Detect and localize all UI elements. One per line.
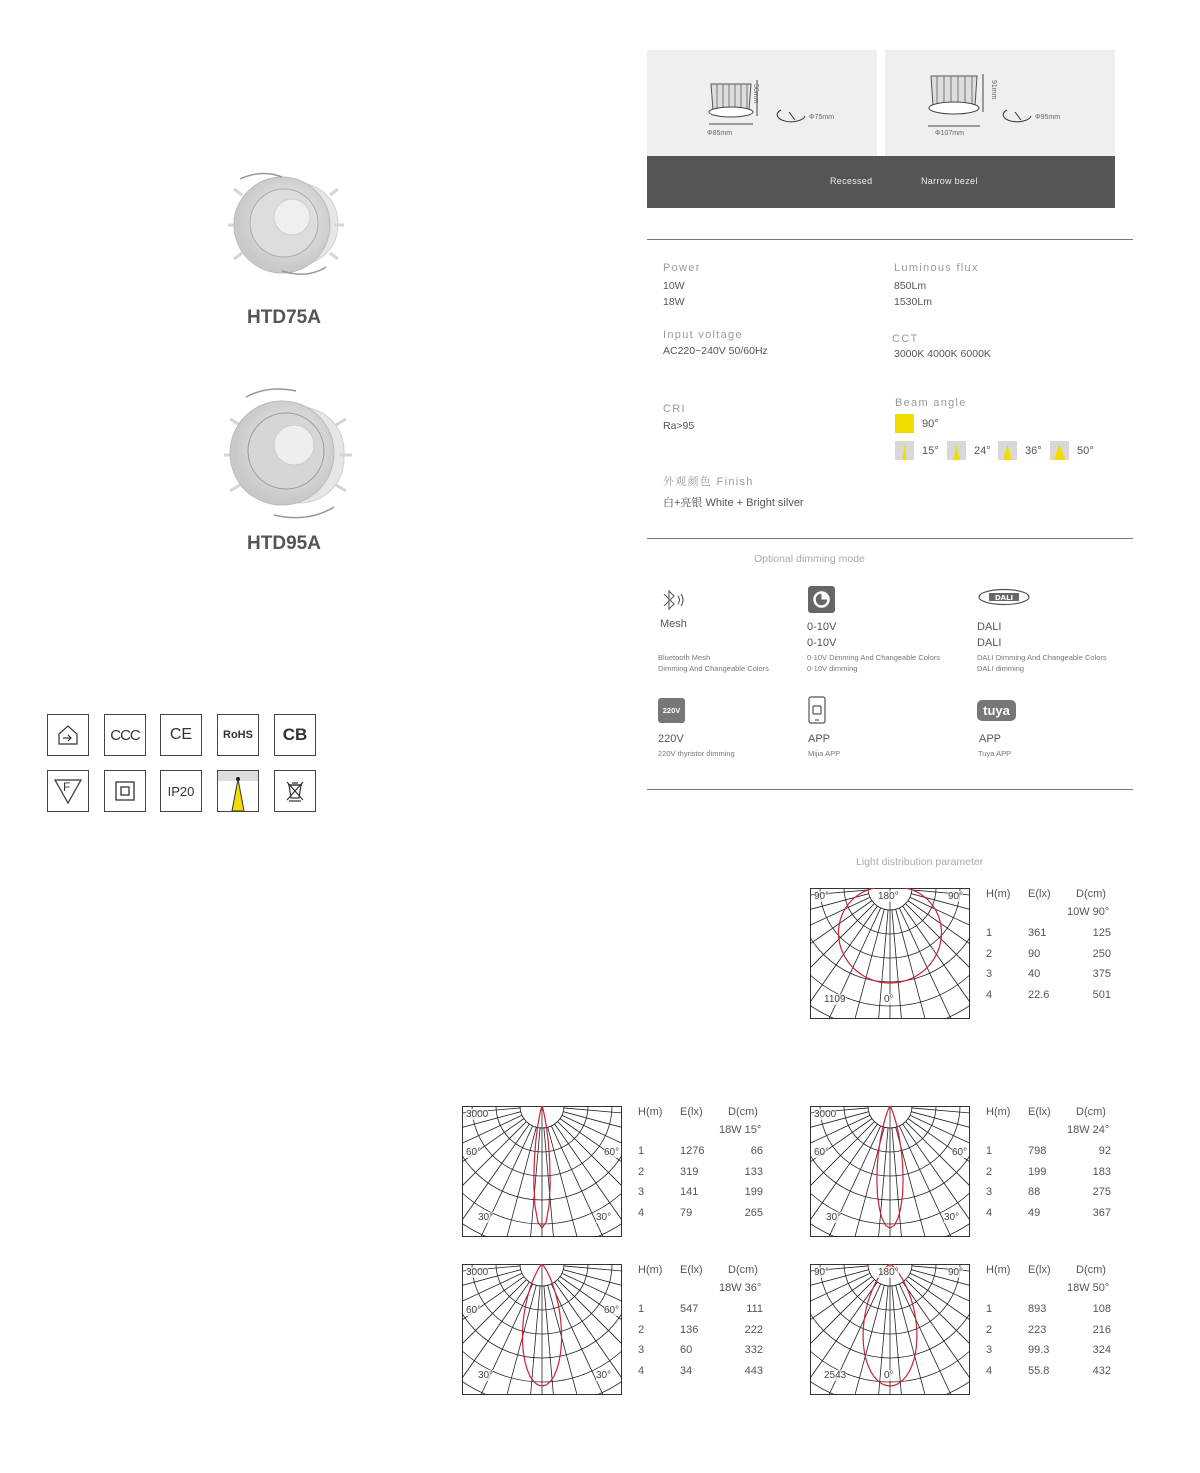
table-cell-height: 1 — [638, 1303, 645, 1315]
table-cell-height: 4 — [986, 1206, 993, 1219]
power-value-1: 10W — [663, 280, 685, 292]
table-cell-height: 4 — [986, 988, 993, 1001]
table-cell-diameter: 108 — [1092, 1303, 1111, 1315]
220v-icon: 220V — [658, 698, 685, 723]
divider — [647, 789, 1133, 790]
table-cell-height: 1 — [986, 1145, 993, 1157]
table-cell-illuminance: 361 — [1028, 927, 1047, 939]
polar-label: 60° — [604, 1305, 620, 1316]
col-header-diameter: D(cm) — [728, 1106, 758, 1118]
table-cell-illuminance: 49 — [1028, 1206, 1041, 1219]
polar-label: 90° — [814, 1267, 830, 1278]
dimming-mode-sub: 0-10V — [807, 637, 837, 649]
polar-label: 180° — [878, 1267, 899, 1278]
beam-option-24 — [947, 441, 991, 460]
col-header-illuminance: E(lx) — [1028, 888, 1051, 900]
table-cell-diameter: 501 — [1092, 988, 1111, 1001]
table-cell-illuminance: 34 — [680, 1364, 693, 1377]
ccc-mark-icon: CCC — [104, 714, 146, 756]
cutout-label: Φ95mm — [1035, 114, 1061, 121]
panel-spec: 18W 36° — [719, 1282, 762, 1294]
table-cell-diameter: 324 — [1092, 1344, 1111, 1356]
table-cell-height: 2 — [986, 1165, 993, 1178]
dimming-mode-name: Mesh — [660, 618, 687, 630]
beam-15-icon — [895, 441, 914, 460]
ce-mark-icon: CE — [160, 714, 202, 756]
height-label: 91mm — [990, 80, 997, 100]
table-cell-height: 4 — [986, 1364, 993, 1377]
table-cell-diameter: 222 — [744, 1323, 763, 1336]
table-cell-illuminance: 223 — [1028, 1323, 1047, 1336]
dimming-mode-desc: 220V thyristor dimming — [658, 749, 735, 758]
table-cell-illuminance: 55.8 — [1028, 1364, 1050, 1377]
cri-value: Ra>95 — [663, 420, 695, 432]
col-header-illuminance: E(lx) — [1028, 1264, 1051, 1276]
polar-label: 90° — [948, 891, 964, 902]
dimming-mode-sub: DALI — [977, 637, 1002, 649]
col-header-height: H(m) — [638, 1106, 663, 1118]
table-cell-height: 1 — [638, 1145, 645, 1157]
svg-text:DALI: DALI — [994, 594, 1014, 602]
polar-label: 30° — [596, 1212, 612, 1223]
beam-option-label: 24° — [974, 444, 991, 457]
polar-label: 0° — [884, 1370, 894, 1381]
dimming-mode-desc: 0-10V Dimming And Changeable Colors 0-10V dimming — [807, 653, 940, 673]
tuya-icon: tuya — [977, 700, 1016, 721]
polar-label: 2543 — [824, 1370, 847, 1381]
table-cell-diameter: 375 — [1092, 968, 1111, 980]
polar-label: 3000 — [466, 1109, 489, 1120]
diameter-label: Φ107mm — [935, 130, 964, 137]
table-cell-diameter: 111 — [746, 1303, 763, 1315]
dimension-panel — [647, 50, 1115, 208]
dimming-mode-desc: Bluetooth Mesh Dimming And Changeable Colors — [658, 653, 769, 673]
table-cell-diameter: 125 — [1092, 927, 1111, 939]
table-cell-diameter: 432 — [1092, 1364, 1111, 1377]
power-value-2: 18W — [663, 296, 685, 308]
table-cell-height: 4 — [638, 1206, 645, 1219]
beam-90-icon — [895, 414, 914, 433]
table-cell-height: 4 — [638, 1364, 645, 1377]
product-image-htd95a — [218, 385, 354, 521]
col-header-diameter: D(cm) — [728, 1264, 758, 1276]
table-cell-diameter: 66 — [750, 1145, 763, 1157]
flux-label: Luminous flux — [894, 262, 979, 274]
table-cell-diameter: 216 — [1092, 1323, 1111, 1336]
divider — [647, 538, 1133, 539]
table-cell-illuminance: 319 — [680, 1165, 699, 1178]
cct-label: CCT — [892, 333, 919, 345]
col-header-diameter: D(cm) — [1076, 1106, 1106, 1118]
product-image-htd75a — [222, 165, 350, 283]
col-header-diameter: D(cm) — [1076, 888, 1106, 900]
narrow-bezel-label: Narrow bezel — [921, 176, 978, 186]
table-cell-illuminance: 893 — [1028, 1303, 1047, 1315]
table-cell-diameter: 92 — [1098, 1145, 1111, 1157]
beam-24-icon — [947, 441, 966, 460]
panel-spec: 18W 24° — [1067, 1124, 1110, 1136]
dimming-mode-name: DALI — [977, 621, 1002, 633]
table-cell-diameter: 275 — [1092, 1186, 1111, 1198]
finish-label: 外观颜色 Finish — [663, 476, 754, 488]
dimming-mode-desc: Mijia APP — [808, 749, 841, 758]
dimension-box-htd95a — [885, 50, 1115, 156]
polar-label: 30° — [478, 1370, 494, 1381]
beam-main-value: 90° — [922, 417, 939, 430]
polar-label: 90° — [948, 1267, 964, 1278]
dimming-mode-desc: Tuya APP — [978, 749, 1012, 758]
panel-spec: 10W 90° — [1067, 906, 1110, 918]
table-cell-illuminance: 40 — [1028, 968, 1041, 980]
flux-value-1: 850Lm — [894, 280, 927, 292]
table-cell-diameter: 133 — [744, 1165, 763, 1178]
dimming-mode-name: APP — [808, 733, 831, 745]
beam-option-50 — [1050, 441, 1094, 460]
polar-label: 60° — [952, 1147, 968, 1158]
table-cell-height: 3 — [986, 968, 993, 980]
dimming-mode-name: APP — [979, 733, 1002, 745]
diameter-label: Φ85mm — [707, 130, 733, 137]
dimension-box-htd75a — [647, 50, 877, 156]
beam-option-label: 36° — [1025, 444, 1042, 457]
table-cell-illuminance: 798 — [1028, 1145, 1047, 1157]
weee-bin-icon — [274, 770, 316, 812]
model-name-htd95a: HTD95A — [247, 533, 321, 554]
install-type-bar — [647, 156, 1115, 208]
table-cell-height: 2 — [986, 1323, 993, 1336]
table-cell-illuminance: 136 — [680, 1323, 699, 1336]
polar-label: 60° — [604, 1147, 620, 1158]
ip20-mark-icon: IP20 — [160, 770, 202, 812]
table-cell-illuminance: 547 — [680, 1303, 699, 1315]
f-mark-icon — [47, 770, 89, 812]
polar-label: 1109 — [824, 994, 846, 1005]
polar-label: 0° — [884, 994, 894, 1005]
table-cell-diameter: 183 — [1092, 1165, 1111, 1178]
dali-icon — [977, 588, 1031, 611]
table-cell-illuminance: 199 — [1028, 1165, 1047, 1178]
table-cell-diameter: 367 — [1092, 1206, 1111, 1219]
polar-label: 60° — [466, 1147, 482, 1158]
panel-spec: 18W 15° — [719, 1124, 762, 1136]
dimmer-icon — [808, 586, 835, 613]
table-cell-height: 2 — [638, 1323, 645, 1336]
model-name-htd75a: HTD75A — [247, 307, 321, 328]
table-cell-illuminance: 1276 — [680, 1145, 705, 1157]
col-header-height: H(m) — [986, 888, 1011, 900]
table-cell-height: 3 — [986, 1344, 993, 1356]
table-cell-height: 1 — [986, 927, 993, 939]
polar-label: 30° — [478, 1212, 494, 1223]
table-cell-diameter: 265 — [744, 1206, 763, 1219]
dimming-title: Optional dimming mode — [754, 553, 865, 565]
voltage-label: Input voltage — [663, 329, 743, 341]
table-cell-height: 2 — [986, 947, 993, 960]
beam-option-label: 50° — [1077, 444, 1094, 457]
spot-light-icon — [217, 770, 259, 812]
dimming-mode-name: 0-10V — [807, 621, 837, 633]
table-cell-illuminance: 141 — [680, 1186, 699, 1198]
class-ii-icon — [104, 770, 146, 812]
polar-label: 60° — [814, 1147, 830, 1158]
col-header-illuminance: E(lx) — [1028, 1106, 1051, 1118]
flux-value-2: 1530Lm — [894, 296, 932, 308]
col-header-illuminance: E(lx) — [680, 1106, 703, 1118]
polar-label: 3000 — [814, 1109, 837, 1120]
finish-value: 白+亮银 White + Bright silver — [663, 497, 804, 509]
polar-label: 30° — [596, 1370, 612, 1381]
polar-label: 3000 — [466, 1267, 489, 1278]
table-cell-illuminance: 22.6 — [1028, 988, 1050, 1001]
mijia-icon — [808, 696, 826, 729]
table-cell-height: 1 — [986, 1303, 993, 1315]
table-cell-height: 3 — [638, 1344, 645, 1356]
bluetooth-icon — [660, 588, 688, 617]
polar-label: 90° — [814, 891, 830, 902]
col-header-height: H(m) — [638, 1264, 663, 1276]
beam-option-36 — [998, 441, 1042, 460]
col-header-diameter: D(cm) — [1076, 1264, 1106, 1276]
polar-label: 60° — [466, 1305, 482, 1316]
beam-50-icon — [1050, 441, 1069, 460]
table-cell-diameter: 443 — [744, 1364, 763, 1377]
table-cell-illuminance: 79 — [680, 1206, 693, 1219]
beam-option-15 — [895, 441, 939, 460]
cct-value: 3000K 4000K 6000K — [894, 348, 991, 360]
beam-main — [895, 414, 939, 433]
table-cell-illuminance: 60 — [680, 1344, 693, 1356]
indoor-use-icon — [47, 714, 89, 756]
table-cell-illuminance: 88 — [1028, 1186, 1041, 1198]
polar-label: 180° — [878, 891, 899, 902]
col-header-height: H(m) — [986, 1106, 1011, 1118]
light-distribution-title: Light distribution parameter — [856, 856, 984, 868]
f-mark-label: F — [63, 780, 71, 794]
beam-angle-label: Beam angle — [895, 397, 967, 409]
cb-mark-icon: CB — [274, 714, 316, 756]
divider — [647, 239, 1133, 240]
table-cell-height: 3 — [638, 1186, 645, 1198]
beam-option-label: 15° — [922, 444, 939, 457]
voltage-value: AC220~240V 50/60Hz — [663, 345, 768, 357]
rohs-mark-icon: RoHS — [217, 714, 259, 756]
polar-label: 30° — [944, 1212, 960, 1223]
table-cell-diameter: 332 — [744, 1344, 763, 1356]
table-cell-diameter: 199 — [744, 1186, 763, 1198]
table-cell-illuminance: 99.3 — [1028, 1344, 1050, 1356]
panel-spec: 18W 50° — [1067, 1282, 1110, 1294]
col-header-height: H(m) — [986, 1264, 1011, 1276]
height-label: 56mm — [752, 84, 759, 104]
dimming-mode-name: 220V — [658, 733, 684, 745]
beam-36-icon — [998, 441, 1017, 460]
power-label: Power — [663, 262, 701, 274]
table-cell-illuminance: 90 — [1028, 947, 1041, 960]
dimming-mode-desc: DALI Dimming And Changeable Colors DALI dimming — [977, 653, 1107, 673]
col-header-illuminance: E(lx) — [680, 1264, 703, 1276]
recessed-label: Recessed — [830, 176, 873, 186]
table-cell-diameter: 250 — [1092, 947, 1111, 960]
polar-label: 30° — [826, 1212, 842, 1223]
cutout-label: Φ75mm — [809, 114, 835, 121]
cri-label: CRI — [663, 403, 686, 415]
table-cell-height: 3 — [986, 1186, 993, 1198]
table-cell-height: 2 — [638, 1165, 645, 1178]
